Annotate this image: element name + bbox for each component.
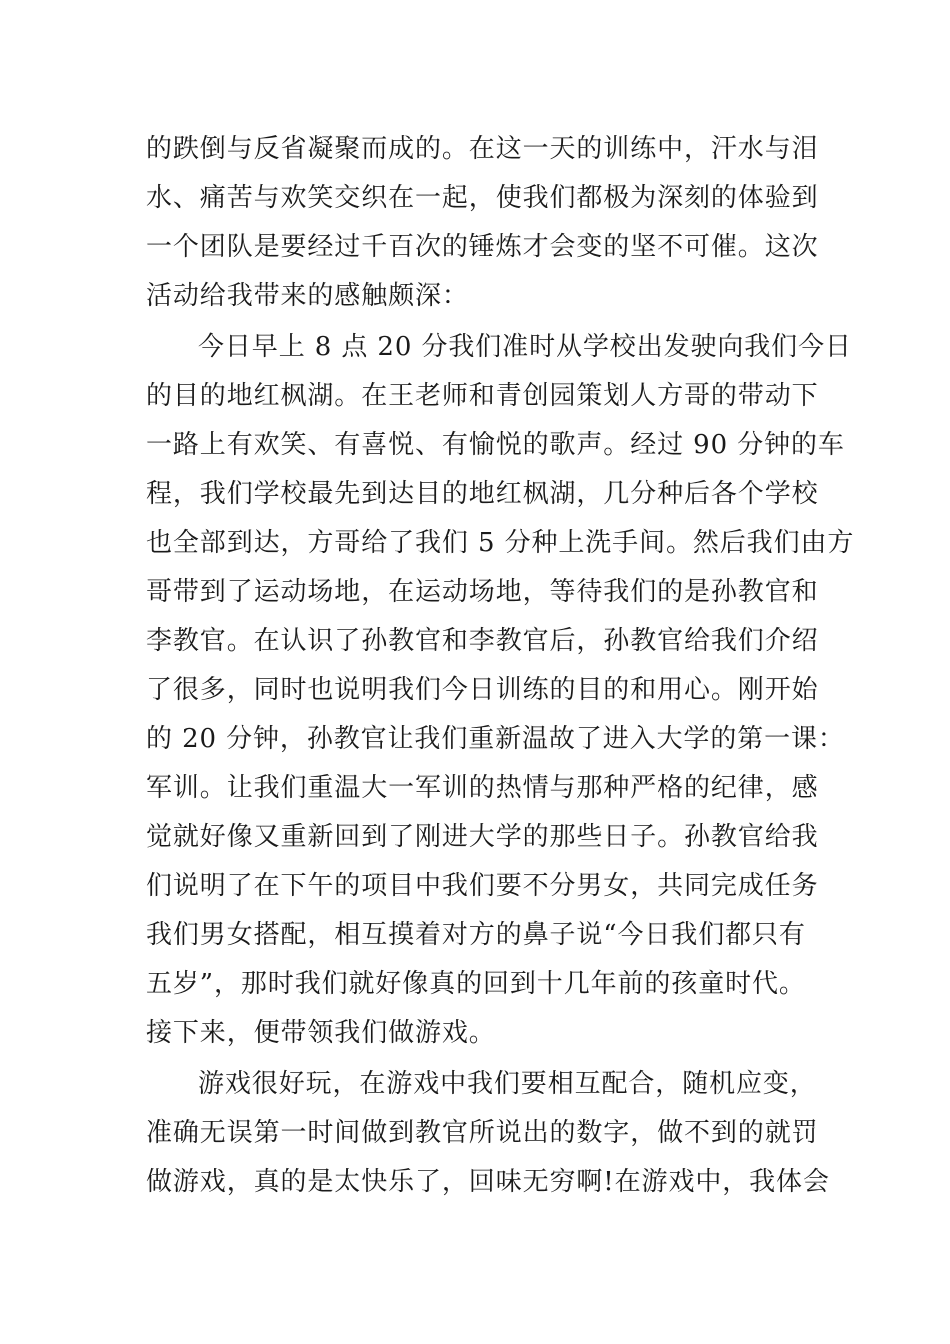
text-line: 游戏很好玩，在游戏中我们要相互配合，随机应变， <box>198 1069 817 1099</box>
text-line: 今日早上 8 点 20 分我们准时从学校出发驶向我们今日 <box>198 332 852 362</box>
text-line: 军训。让我们重温大一军训的热情与那种严格的纪律，感 <box>146 773 819 803</box>
text-line: 了很多，同时也说明我们今日训练的目的和用心。刚开始 <box>146 675 819 705</box>
text-line: 李教官。在认识了孙教官和李教官后，孙教官给我们介绍 <box>146 626 819 656</box>
text-line: 的目的地红枫湖。在王老师和青创园策划人方哥的带动下 <box>146 381 819 411</box>
text-line: 觉就好像又重新回到了刚进大学的那些日子。孙教官给我 <box>146 822 819 852</box>
text-line: 的跌倒与反省凝聚而成的。在这一天的训练中，汗水与泪 <box>146 134 819 164</box>
text-line: 五岁”，那时我们就好像真的回到十几年前的孩童时代。 <box>146 969 806 999</box>
text-line: 一路上有欢笑、有喜悦、有愉悦的歌声。经过 90 分钟的车 <box>146 430 845 460</box>
text-line: 程，我们学校最先到达目的地红枫湖，几分种后各个学校 <box>146 479 819 509</box>
text-line: 也全部到达，方哥给了我们 5 分种上洗手间。然后我们由方 <box>146 528 855 558</box>
text-line: 活动给我带来的感触颇深： <box>146 281 469 311</box>
paragraph-2 <box>146 323 855 1058</box>
paragraph-1 <box>146 125 819 321</box>
text-line: 们说明了在下午的项目中我们要不分男女，共同完成任务 <box>146 871 819 901</box>
text-line: 准确无误第一时间做到教官所说出的数字，做不到的就罚 <box>146 1118 819 1148</box>
text-line: 我们男女搭配，相互摸着对方的鼻子说“今日我们都只有 <box>146 920 806 950</box>
text-line: 的 20 分钟，孙教官让我们重新温故了进入大学的第一课： <box>146 724 845 754</box>
text-line: 做游戏，真的是太快乐了，回味无穷啊!在游戏中，我体会 <box>146 1167 830 1197</box>
text-line: 哥带到了运动场地，在运动场地，等待我们的是孙教官和 <box>146 577 819 607</box>
text-line: 水、痛苦与欢笑交织在一起，使我们都极为深刻的体验到 <box>146 183 819 213</box>
paragraph-3 <box>146 1060 830 1207</box>
document-page <box>146 125 855 1207</box>
text-line: 接下来，便带领我们做游戏。 <box>146 1018 496 1048</box>
text-line: 一个团队是要经过千百次的锤炼才会变的坚不可催。这次 <box>146 232 819 262</box>
